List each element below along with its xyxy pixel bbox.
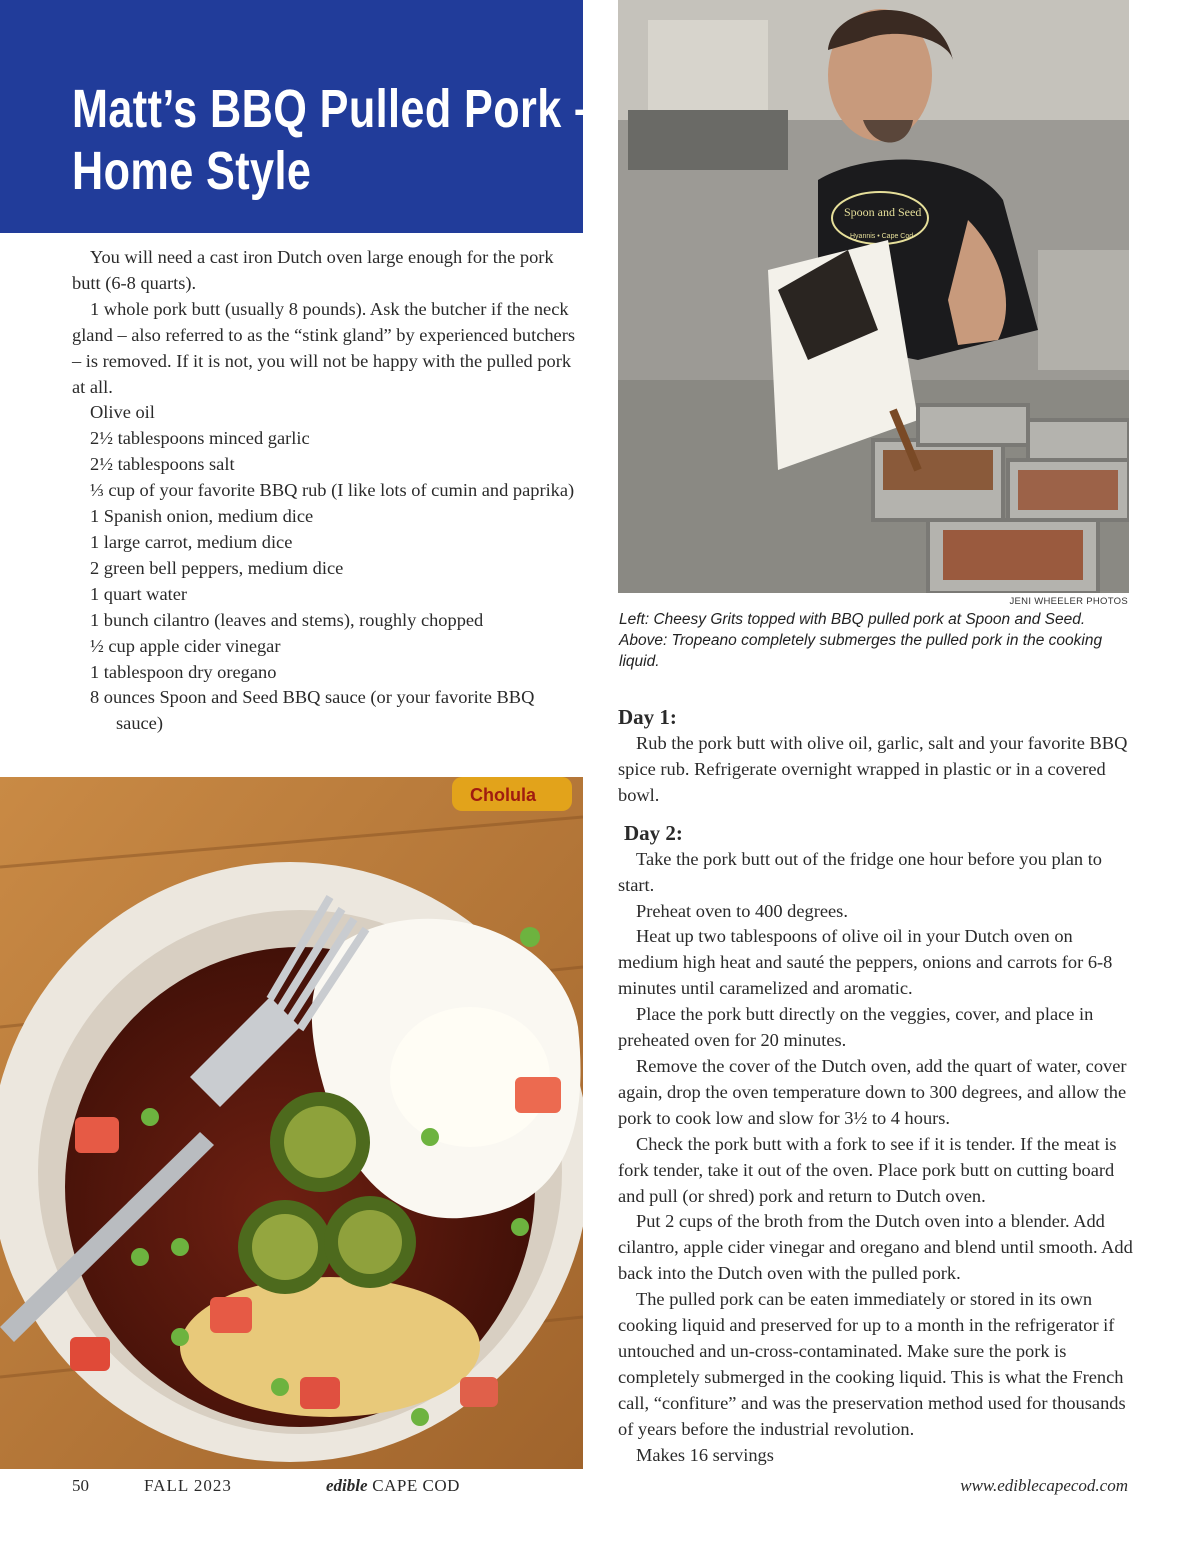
step-paragraph: The pulled pork can be eaten immediately or stored in its own cooking liquid and preserved for up to a month in the refrigerator if untouched and un-cross-contaminated. Make sure the pork is completely submerged in the cooking liquid. This is what the French call, “confiture” and was the preservation method used for thousands of years before the industrial revolution.: [618, 1289, 1126, 1439]
ingredient-item: 1 tablespoon dry oregano: [90, 661, 277, 682]
step-paragraph: Place the pork butt directly on the veggies, cover, and place in preheated oven for 20 minutes.: [618, 1004, 1094, 1051]
step-paragraph: Remove the cover of the Dutch oven, add the quart of water, cover again, drop the oven temperature down to 300 degrees, and allow the pork to cook low and slow for 3½ to 4 hours.: [618, 1055, 1127, 1128]
ingredient-item: 2½ tablespoons salt: [90, 454, 235, 475]
page-footer: [0, 1476, 1200, 1500]
recipe-title-line-1: Matt’s BBQ Pulled Pork –: [72, 79, 599, 139]
ingredient-item: 2 green bell peppers, medium dice: [90, 557, 344, 578]
day1-heading: Day 1:: [618, 705, 677, 729]
ingredient-item: 1 quart water: [90, 583, 188, 604]
magazine-region: CAPE COD: [372, 1476, 460, 1495]
recipe-steps: [618, 703, 1133, 1468]
magazine-brand: edible: [326, 1476, 368, 1495]
title-band: [0, 0, 599, 233]
ingredient-item: 1 large carrot, medium dice: [90, 531, 293, 552]
day2-heading: Day 2:: [624, 820, 683, 845]
ingredient-item: 2½ tablespoons minced garlic: [90, 428, 310, 449]
step-paragraph: Makes 16 servings: [636, 1444, 774, 1465]
step-paragraph: Take the pork butt out of the fridge one hour before you plan to start.: [618, 848, 1103, 895]
step-paragraph: Check the pork butt with a fork to see if it is tender. If the meat is fork tender, take it out of the oven. Place pork butt on cutting board and pull (or shred) pork and return to Dutch oven.: [618, 1133, 1117, 1206]
shirt-logo-sub: Hyannis • Cape Cod: [850, 233, 914, 240]
ingredients-intro: You will need a cast iron Dutch oven large enough for the pork butt (6-8 quarts).: [72, 247, 554, 293]
step-paragraph: Preheat oven to 400 degrees.: [636, 900, 848, 921]
bottle-label: Cholula: [470, 785, 536, 805]
ingredient-item: Olive oil: [90, 402, 155, 423]
recipe-title: [72, 78, 599, 202]
issue-date: FALL 2023: [144, 1476, 232, 1495]
photo-caption: Left: Cheesy Grits topped with BBQ pulled pork at Spoon and Seed. Above: Tropeano completely submerges the pulled pork in the cooking liquid.: [619, 611, 1103, 670]
recipe-title-line-2: Home Style: [72, 141, 312, 201]
photo-credit: JENI WHEELER PHOTOS: [1009, 596, 1128, 607]
step-paragraph: Heat up two tablespoons of olive oil in your Dutch oven on medium high heat and sauté the peppers, onions and carrots for 6-8 minutes until caramelized and aromatic.: [618, 926, 1113, 999]
cheesy-grits-illustration: [0, 777, 583, 1469]
ingredient-item: 1 Spanish onion, medium dice: [90, 506, 314, 527]
ingredient-item: 8 ounces Spoon and Seed BBQ sauce (or your favorite BBQ sauce): [90, 687, 535, 734]
cheesy-grits-photo: [0, 777, 583, 1469]
step-paragraph: Rub the pork butt with olive oil, garlic, salt and your favorite BBQ spice rub. Refrigerate overnight wrapped in plastic or in a covered bowl.: [618, 733, 1128, 805]
ingredient-item: ½ cup apple cider vinegar: [90, 635, 281, 656]
website-link[interactable]: www.ediblecapecod.com: [960, 1476, 1128, 1495]
ingredients-list: [72, 245, 577, 737]
ingredient-item: ⅓ cup of your favorite BBQ rub (I like lots of cumin and paprika): [90, 480, 575, 501]
magazine-name: [326, 1476, 460, 1496]
chef-pouring-photo: [618, 0, 1129, 593]
ingredient-pork: 1 whole pork butt (usually 8 pounds). Ask the butcher if the neck gland – also referred to as the “stink gland” by experienced butchers – is removed. If it is not, you will not be happy with the pulled pork at all.: [72, 298, 575, 397]
shirt-logo: Spoon and Seed: [844, 205, 922, 219]
page-number: 50: [72, 1476, 89, 1495]
ingredient-item: 1 bunch cilantro (leaves and stems), roughly chopped: [90, 609, 484, 630]
step-paragraph: Put 2 cups of the broth from the Dutch oven into a blender. Add cilantro, apple cider vinegar and oregano and blend until smooth. Add back into the Dutch oven with the pulled pork.: [618, 1211, 1133, 1284]
chef-illustration: [618, 0, 1129, 593]
